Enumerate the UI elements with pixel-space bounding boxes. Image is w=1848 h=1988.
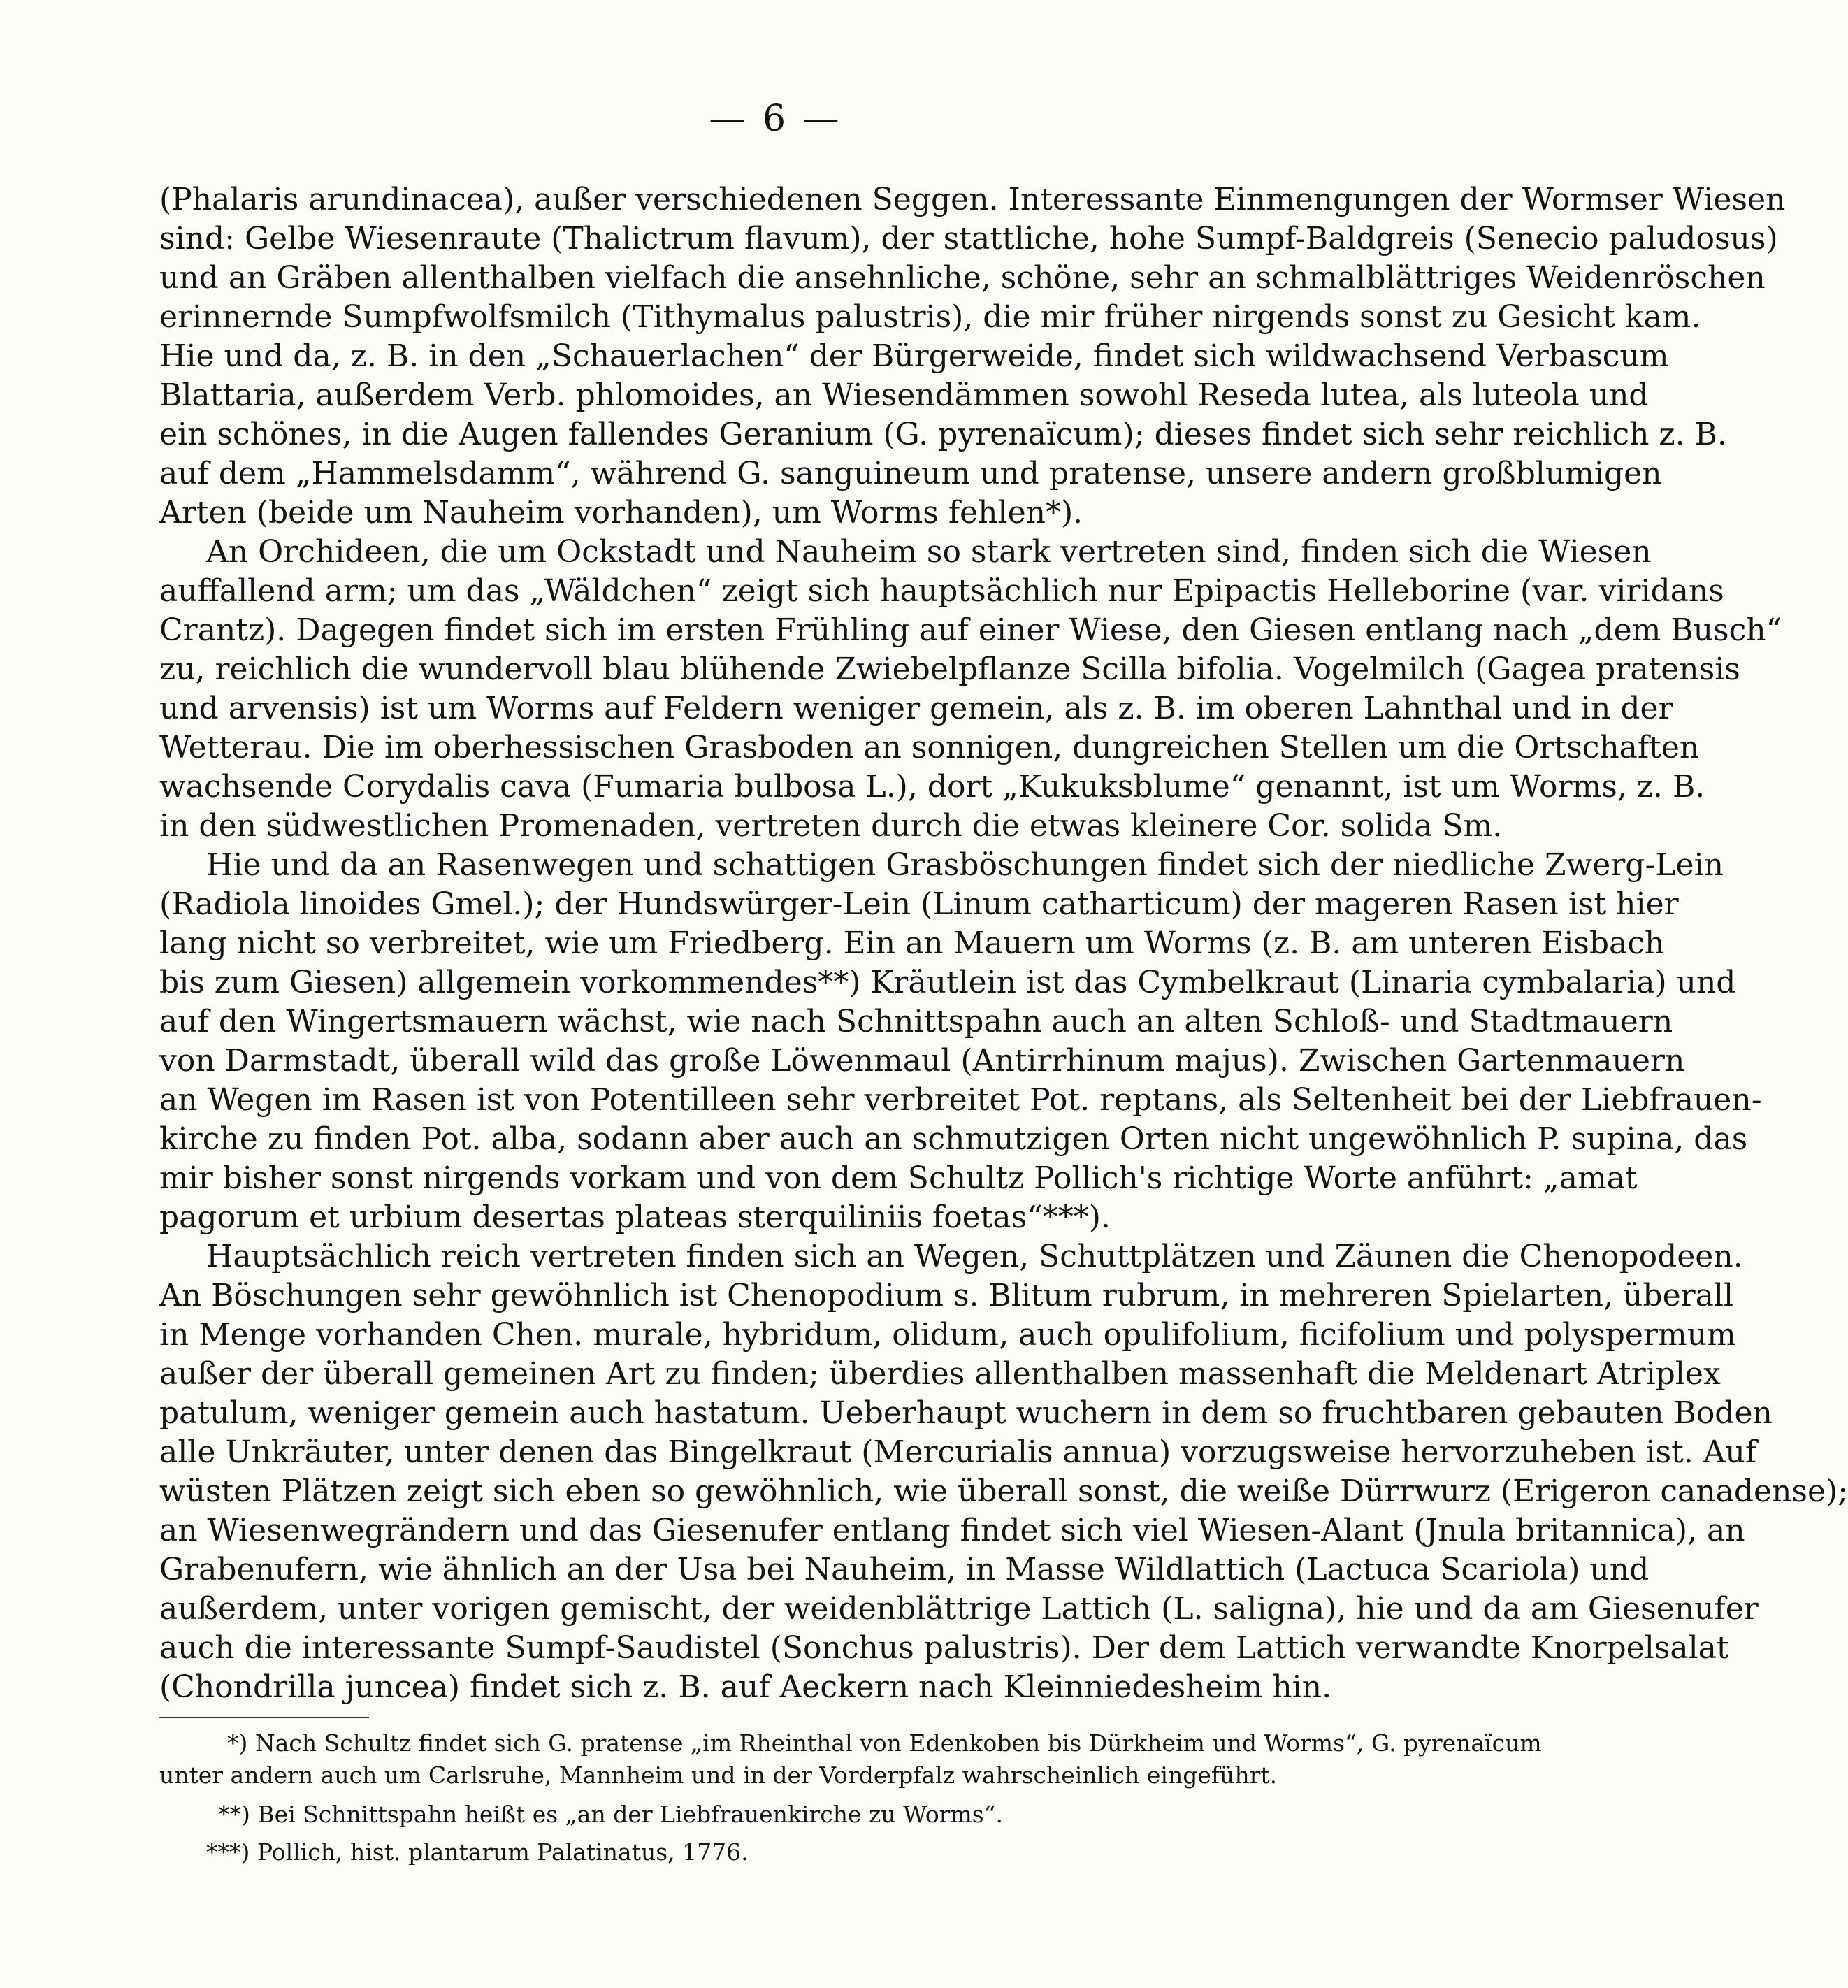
body-line: (Chondrilla juncea) findet sich z. B. auf Aeckern nach Kleinniedesheim hin.	[159, 1669, 1332, 1705]
body-line: mir bisher sonst nirgends vorkam und von dem Schultz Pollich's richtige Worte anführt: „amat	[159, 1160, 1638, 1196]
body-line: auch die interessante Sumpf-Saudistel (Sonchus palustris). Der dem Lattich verwandte Knorpelsalat	[159, 1630, 1729, 1666]
body-line: Arten (beide um Nauheim vorhanden), um Worms fehlen*).	[159, 495, 1083, 531]
body-line: alle Unkräuter, unter denen das Bingelkraut (Mercurialis annua) vorzugsweise hervorzuheben ist. Auf	[159, 1434, 1757, 1470]
footnote-divider	[159, 1717, 369, 1718]
body-line: in Menge vorhanden Chen. murale, hybridum, olidum, auch opulifolium, ficifolium und polyspermum	[159, 1317, 1736, 1353]
body-line: auf dem „Hammelsdamm“, während G. sanguineum und pratense, unsere andern großblumigen	[159, 456, 1662, 491]
body-line: ein schönes, in die Augen fallendes Geranium (G. pyrenaïcum); dieses findet sich sehr reichlich z. B.	[159, 417, 1727, 452]
footnote-line: *) Nach Schultz findet sich G. pratense „im Rheinthal von Edenkoben bis Dürkheim und Worms“, G. pyrenaïcum	[227, 1729, 1542, 1757]
body-line: und arvensis) ist um Worms auf Feldern weniger gemein, als z. B. im oberen Lahnthal und in der	[159, 691, 1673, 726]
body-line: Crantz). Dagegen findet sich im ersten Frühling auf einer Wiese, den Giesen entlang nach „dem Busch“	[159, 612, 1782, 648]
body-line: an Wiesenwegrändern und das Giesenufer entlang findet sich viel Wiesen-Alant (Jnula britannica), an	[159, 1513, 1745, 1548]
body-line: Hie und da an Rasenwegen und schattigen Grasböschungen findet sich der niedliche Zwerg-Lein	[206, 847, 1724, 883]
body-line: patulum, weniger gemein auch hastatum. Ueberhaupt wuchern in dem so fruchtbaren gebauten Boden	[159, 1395, 1773, 1431]
footnote-line: ***) Pollich, hist. plantarum Palatinatus, 1776.	[206, 1838, 749, 1866]
body-line: An Orchideen, die um Ockstadt und Nauheim so stark vertreten sind, finden sich die Wiesen	[206, 534, 1652, 570]
body-line: außer der überall gemeinen Art zu finden; überdies allenthalben massenhaft die Meldenart Atriplex	[159, 1356, 1721, 1392]
page-number: — 6 —	[709, 98, 842, 140]
body-line: Hie und da, z. B. in den „Schauerlachen“ der Bürgerweide, findet sich wildwachsend Verbascum	[159, 338, 1669, 374]
body-line: wüsten Plätzen zeigt sich eben so gewöhnlich, wie überall sonst, die weiße Dürrwurz (Erigeron canadense);	[159, 1474, 1848, 1509]
body-line: pagorum et urbium desertas plateas sterquiliniis foetas“***).	[159, 1200, 1111, 1235]
body-line: Wetterau. Die im oberhessischen Grasboden an sonnigen, dungreichen Stellen um die Ortschaften	[159, 730, 1700, 765]
body-line: An Böschungen sehr gewöhnlich ist Chenopodium s. Blitum rubrum, in mehreren Spielarten, überall	[159, 1278, 1734, 1313]
body-line: lang nicht so verbreitet, wie um Friedberg. Ein an Mauern um Worms (z. B. am unteren Eisbach	[159, 925, 1665, 961]
body-line: Blattaria, außerdem Verb. phlomoides, an Wiesendämmen sowohl Reseda lutea, als luteola und	[159, 377, 1649, 413]
body-line: Hauptsächlich reich vertreten finden sich an Wegen, Schuttplätzen und Zäunen die Chenopodeen.	[206, 1239, 1743, 1274]
body-line: bis zum Giesen) allgemein vorkommendes**) Kräutlein ist das Cymbelkraut (Linaria cymbalaria) und	[159, 965, 1736, 1000]
body-line: auffallend arm; um das „Wäldchen“ zeigt sich hauptsächlich nur Epipactis Helleborine (var. viridans	[159, 573, 1724, 609]
body-line: (Phalaris arundinacea), außer verschiedenen Seggen. Interessante Einmengungen der Wormser Wiesen	[159, 182, 1786, 217]
body-line: auf den Wingertsmauern wächst, wie nach Schnittspahn auch an alten Schloß- und Stadtmauern	[159, 1004, 1673, 1039]
body-line: wachsende Corydalis cava (Fumaria bulbosa L.), dort „Kukuksblume“ genannt, ist um Worms, z. B.	[159, 769, 1705, 805]
body-line: zu, reichlich die wundervoll blau blühende Zwiebelpflanze Scilla bifolia. Vogelmilch (Gagea pratensis	[159, 651, 1740, 687]
body-line: Grabenufern, wie ähnlich an der Usa bei Nauheim, in Masse Wildlattich (Lactuca Scariola) und	[159, 1552, 1650, 1587]
body-line: außerdem, unter vorigen gemischt, der weidenblättrige Lattich (L. saligna), hie und da am Giesenufer	[159, 1591, 1759, 1627]
body-line: erinnernde Sumpfwolfsmilch (Tithymalus palustris), die mir früher nirgends sonst zu Gesicht kam.	[159, 299, 1701, 335]
body-line: von Darmstadt, überall wild das große Löwenmaul (Antirrhinum majus). Zwischen Gartenmauern	[159, 1043, 1685, 1079]
body-line: (Radiola linoides Gmel.); der Hundswürger-Lein (Linum catharticum) der mageren Rasen ist hier	[159, 886, 1679, 922]
body-line: sind: Gelbe Wiesenraute (Thalictrum flavum), der stattliche, hohe Sumpf-Baldgreis (Senecio paludosus)	[159, 221, 1778, 257]
body-line: kirche zu finden Pot. alba, sodann aber auch an schmutzigen Orten nicht ungewöhnlich P. supina, das	[159, 1121, 1748, 1157]
footnote-line: **) Bei Schnittspahn heißt es „an der Liebfrauenkirche zu Worms“.	[218, 1801, 1004, 1828]
body-line: in den südwestlichen Promenaden, vertreten durch die etwas kleinere Cor. solida Sm.	[159, 808, 1503, 844]
footnote-line: unter andern auch um Carlsruhe, Mannheim und in der Vorderpfalz wahrscheinlich eingeführt.	[159, 1762, 1278, 1789]
body-line: und an Gräben allenthalben vielfach die ansehnliche, schöne, sehr an schmalblättriges Weidenröschen	[159, 260, 1766, 296]
body-line: an Wegen im Rasen ist von Potentilleen sehr verbreitet Pot. reptans, als Seltenheit bei der Liebfrauen-	[159, 1082, 1762, 1118]
